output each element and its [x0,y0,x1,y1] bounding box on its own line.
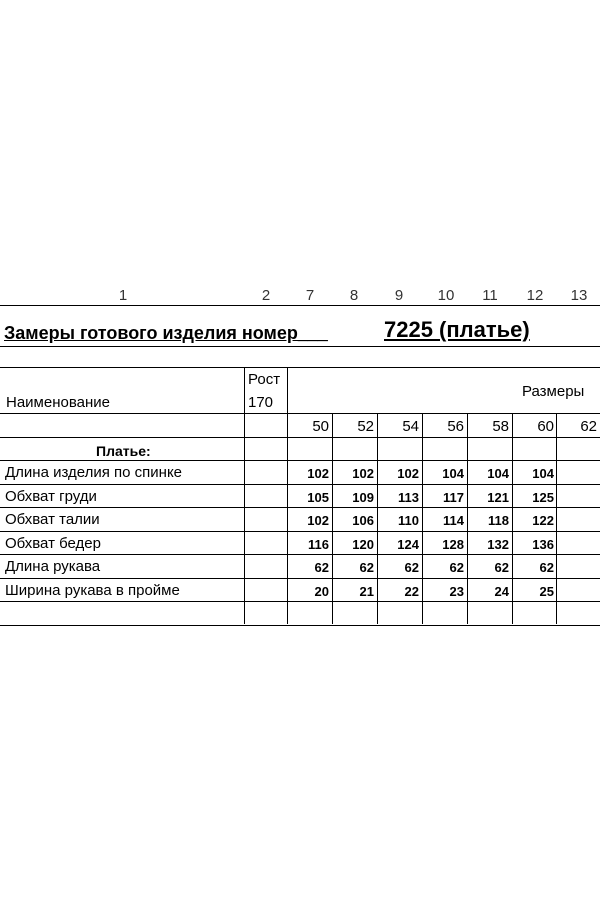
value-cell: 116 [308,536,329,552]
column-number: 9 [394,287,404,304]
grid-line [0,460,600,461]
name-header: Наименование [6,394,110,411]
grid-line [332,413,333,624]
value-cell: 62 [449,560,464,575]
value-cell: 62 [404,560,419,575]
value-cell: 125 [532,489,554,505]
grid-line [467,413,468,624]
size-cell: 54 [402,418,419,435]
value-cell: 104 [487,466,509,481]
grid-line [0,346,600,347]
value-cell: 62 [359,560,374,575]
value-cell: 117 [443,489,464,505]
row-label: Ширина рукава в пройме [5,581,180,599]
size-cell: 56 [447,418,464,435]
size-cell: 50 [312,418,329,435]
grid-line [0,437,600,438]
value-cell: 118 [488,513,509,528]
sizes-header: Размеры [522,383,585,400]
value-cell: 132 [487,536,509,552]
value-cell: 136 [532,536,554,552]
grid-line [0,413,600,414]
section-label: Платье: [96,443,151,459]
value-cell: 62 [539,560,554,575]
size-cell: 58 [492,418,509,435]
row-label: Длина изделия по спинке [5,464,183,481]
column-number: 12 [526,287,544,304]
row-label: Обхват талии [5,511,100,528]
grid-line [244,367,245,624]
grid-line [512,413,513,624]
value-cell: 106 [352,513,374,528]
value-cell: 102 [307,466,329,481]
grid-line [287,367,288,413]
grid-line [0,507,600,508]
value-cell: 122 [532,513,554,528]
value-cell: 22 [404,583,419,599]
value-cell: 102 [397,466,419,481]
grid-line [0,531,600,532]
value-cell: 120 [352,536,374,552]
size-cell: 62 [580,418,597,435]
page-title: Замеры готового изделия номер___ [4,323,328,343]
value-cell: 20 [314,583,329,599]
value-cell: 104 [442,466,464,481]
column-number: 11 [482,287,498,304]
value-cell: 113 [398,489,419,505]
value-cell: 24 [494,583,509,599]
value-cell: 102 [352,466,374,481]
grid-line [0,554,600,555]
value-cell: 124 [397,536,419,552]
grid-line [0,484,600,485]
value-cell: 114 [443,513,464,528]
grid-line [556,413,557,624]
column-number: 13 [570,287,588,304]
height-value: 170 [248,394,274,411]
column-number: 2 [261,287,271,304]
height-header: Рост [248,371,281,388]
value-cell: 110 [398,513,419,528]
value-cell: 21 [359,583,374,599]
size-cell: 60 [537,418,554,435]
value-cell: 109 [352,489,374,505]
size-cell: 52 [357,418,374,435]
row-label: Обхват груди [5,487,97,505]
column-number: 8 [349,287,359,304]
row-label: Длина рукава [5,558,101,575]
column-number: 7 [305,287,315,304]
column-number: 1 [118,287,128,304]
grid-line [377,413,378,624]
grid-line [422,413,423,624]
value-cell: 102 [307,513,329,528]
grid-line [0,305,600,306]
grid-line [0,578,600,579]
grid-line [0,367,600,368]
column-number: 10 [437,287,455,304]
grid-line [287,413,288,624]
row-label: Обхват бедер [5,534,101,552]
grid-line [0,625,600,626]
value-cell: 105 [307,489,329,505]
model-number: 7225 (платье) [384,317,530,342]
value-cell: 23 [449,583,464,599]
value-cell: 121 [487,489,509,505]
value-cell: 62 [494,560,509,575]
value-cell: 104 [532,466,554,481]
value-cell: 25 [539,583,554,599]
grid-line [0,601,600,602]
value-cell: 128 [442,536,464,552]
value-cell: 62 [314,560,329,575]
